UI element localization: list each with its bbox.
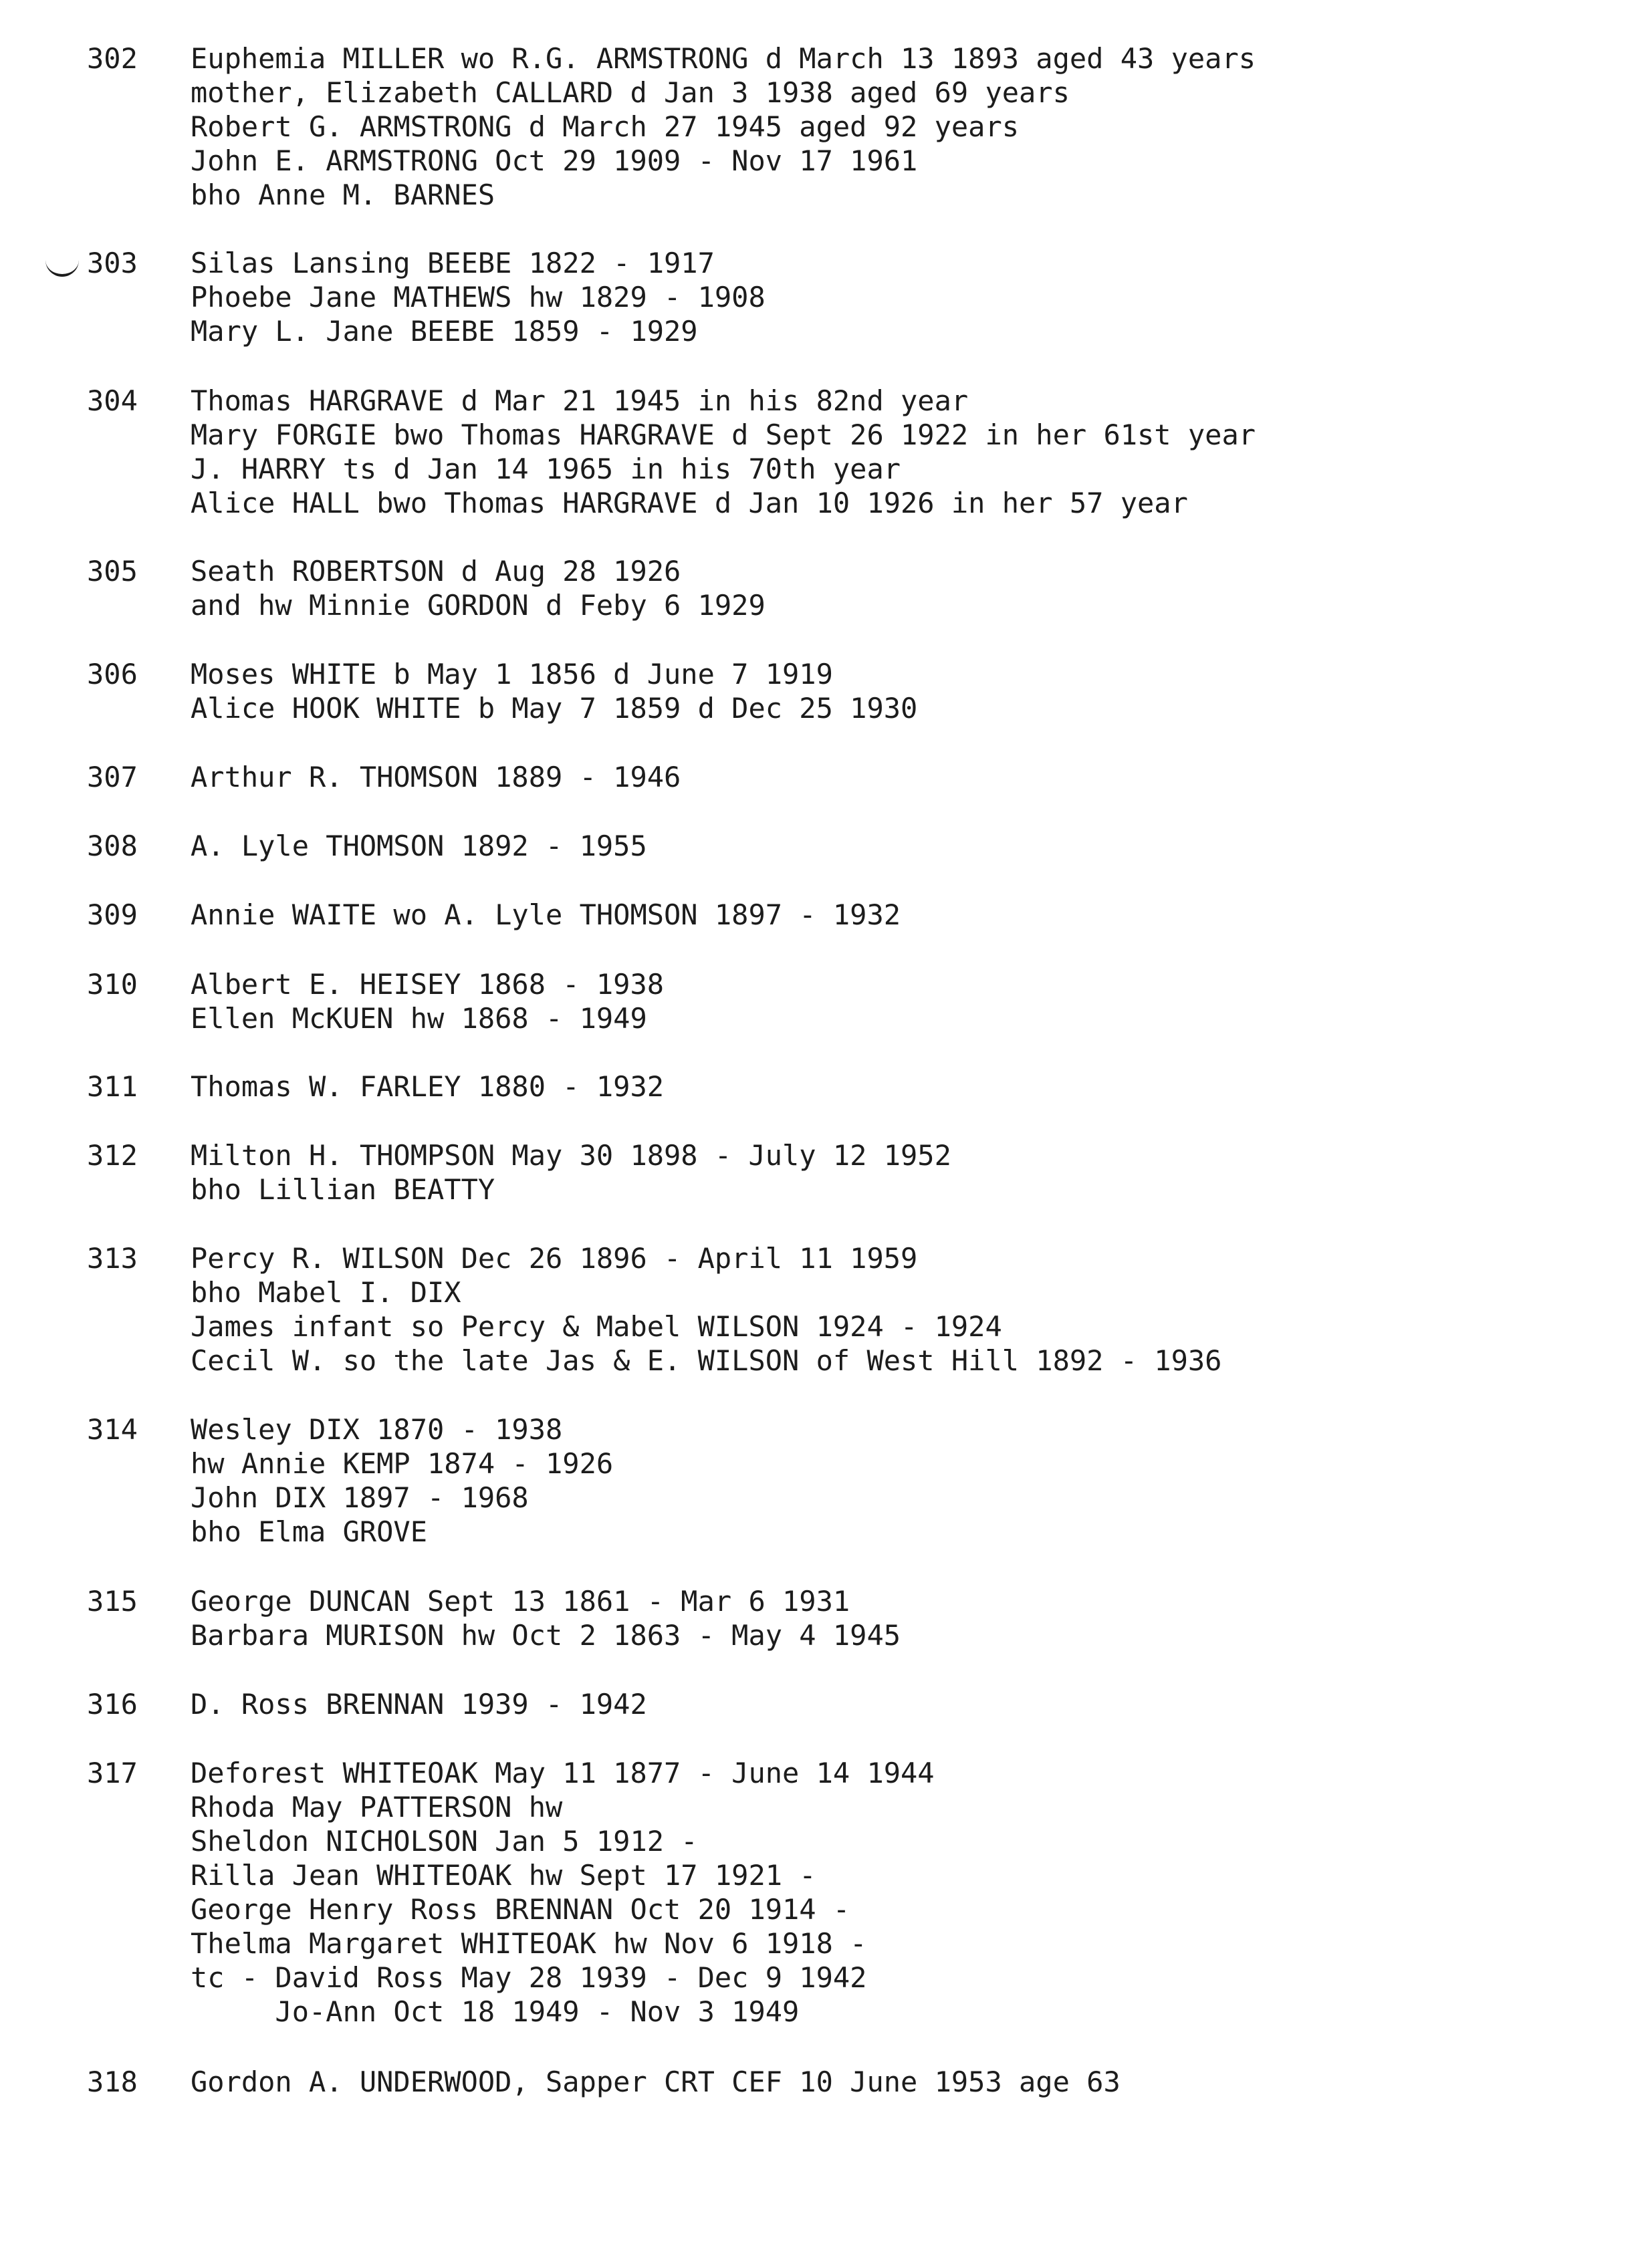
- entry-line: hw Annie KEMP 1874 - 1926: [191, 1447, 614, 1480]
- entry-number: 314: [87, 1413, 138, 1446]
- entry-line: J. HARRY ts d Jan 14 1965 in his 70th year: [191, 453, 901, 485]
- entry-lines: [191, 898, 1595, 932]
- entry-line: Jo-Ann Oct 18 1949 - Nov 3 1949: [191, 1995, 800, 2028]
- entry-line: bho Anne M. BARNES: [191, 178, 495, 211]
- entry-line: Thomas W. FARLEY 1880 - 1932: [191, 1070, 665, 1103]
- entry-lines: [191, 1756, 1595, 2029]
- entry-line: Deforest WHITEOAK May 11 1877 - June 14 1944: [191, 1757, 935, 1789]
- entry-line: Annie WAITE wo A. Lyle THOMSON 1897 - 1932: [191, 898, 901, 931]
- entry-lines: [191, 1069, 1595, 1104]
- entry-number: 311: [87, 1070, 138, 1103]
- margin-mark: [45, 259, 79, 277]
- entry-line: Thomas HARGRAVE d Mar 21 1945 in his 82nd year: [191, 384, 969, 417]
- entry-line: Silas Lansing BEEBE 1822 - 1917: [191, 247, 715, 279]
- entry-number: 313: [87, 1242, 138, 1275]
- entry-lines: [191, 1584, 1595, 1652]
- entry-line: Percy R. WILSON Dec 26 1896 - April 11 1959: [191, 1242, 918, 1275]
- entry-line: Gordon A. UNDERWOOD, Sapper CRT CEF 10 June 1953 age 63: [191, 2065, 1121, 2098]
- entry-line: bho Mabel I. DIX: [191, 1276, 461, 1309]
- entry-lines: [191, 554, 1595, 622]
- entry-line: Alice HOOK WHITE b May 7 1859 d Dec 25 1930: [191, 692, 918, 725]
- entry-line: Ellen McKUEN hw 1868 - 1949: [191, 1002, 647, 1035]
- entry-lines: [191, 1241, 1595, 1378]
- entry-line: Moses WHITE b May 1 1856 d June 7 1919: [191, 658, 833, 690]
- entry-line: A. Lyle THOMSON 1892 - 1955: [191, 830, 647, 862]
- entry-line: Mary L. Jane BEEBE 1859 - 1929: [191, 315, 698, 348]
- entry-line: Arthur R. THOMSON 1889 - 1946: [191, 761, 681, 793]
- entry-number: 303: [87, 247, 138, 279]
- entry-number: 310: [87, 968, 138, 1001]
- entry-lines: [191, 967, 1595, 1035]
- entry-lines: [191, 1412, 1595, 1549]
- entry-line: Thelma Margaret WHITEOAK hw Nov 6 1918 -: [191, 1927, 867, 1960]
- entry-number: 318: [87, 2065, 138, 2098]
- entry-line: John DIX 1897 - 1968: [191, 1481, 529, 1514]
- entry-number: 316: [87, 1688, 138, 1721]
- entry-number: 302: [87, 42, 138, 75]
- entry-line: Wesley DIX 1870 - 1938: [191, 1413, 563, 1446]
- entry-line: George DUNCAN Sept 13 1861 - Mar 6 1931: [191, 1585, 850, 1618]
- entry-line: Euphemia MILLER wo R.G. ARMSTRONG d March 13 1893 aged 43 years: [191, 42, 1256, 75]
- entry-line: Phoebe Jane MATHEWS hw 1829 - 1908: [191, 281, 766, 313]
- entry-line: Mary FORGIE bwo Thomas HARGRAVE d Sept 26 1922 in her 61st year: [191, 418, 1256, 451]
- entry-line: and hw Minnie GORDON d Feby 6 1929: [191, 589, 766, 622]
- entry-line: Robert G. ARMSTRONG d March 27 1945 aged 92 years: [191, 110, 1020, 143]
- entry-line: Rhoda May PATTERSON hw: [191, 1791, 563, 1823]
- entry-line: Barbara MURISON hw Oct 2 1863 - May 4 1945: [191, 1619, 901, 1652]
- entry-line: Milton H. THOMPSON May 30 1898 - July 12 1952: [191, 1139, 951, 1172]
- entry-line: James infant so Percy & Mabel WILSON 1924 - 1924: [191, 1310, 1002, 1343]
- entry-number: 309: [87, 898, 138, 931]
- entry-lines: [191, 1138, 1595, 1207]
- entry-line: mother, Elizabeth CALLARD d Jan 3 1938 aged 69 years: [191, 76, 1070, 109]
- entry-lines: [191, 829, 1595, 863]
- entry-line: bho Lillian BEATTY: [191, 1173, 495, 1206]
- entry-number: 312: [87, 1139, 138, 1172]
- entry-lines: [191, 657, 1595, 725]
- entry-lines: [191, 1687, 1595, 1721]
- entry-line: George Henry Ross BRENNAN Oct 20 1914 -: [191, 1893, 850, 1926]
- entry-lines: [191, 41, 1595, 212]
- entry-line: tc - David Ross May 28 1939 - Dec 9 1942: [191, 1961, 867, 1994]
- entry-lines: [191, 246, 1595, 348]
- entry-line: bho Elma GROVE: [191, 1515, 428, 1548]
- entry-line: Albert E. HEISEY 1868 - 1938: [191, 968, 665, 1001]
- entry-line: Sheldon NICHOLSON Jan 5 1912 -: [191, 1825, 698, 1858]
- entry-line: D. Ross BRENNAN 1939 - 1942: [191, 1688, 647, 1721]
- entry-lines: [191, 2065, 1595, 2099]
- entry-line: Alice HALL bwo Thomas HARGRAVE d Jan 10 1926 in her 57 year: [191, 487, 1188, 519]
- entry-number: 307: [87, 761, 138, 793]
- entry-line: Cecil W. so the late Jas & E. WILSON of West Hill 1892 - 1936: [191, 1344, 1222, 1377]
- entry-line: Rilla Jean WHITEOAK hw Sept 17 1921 -: [191, 1859, 816, 1892]
- entry-number: 317: [87, 1757, 138, 1789]
- entry-number: 306: [87, 658, 138, 690]
- entry-lines: [191, 384, 1595, 520]
- entry-lines: [191, 760, 1595, 794]
- entry-number: 305: [87, 555, 138, 588]
- entry-line: John E. ARMSTRONG Oct 29 1909 - Nov 17 1961: [191, 144, 918, 177]
- entry-number: 315: [87, 1585, 138, 1618]
- entry-line: Seath ROBERTSON d Aug 28 1926: [191, 555, 681, 588]
- entry-number: 304: [87, 384, 138, 417]
- entry-number: 308: [87, 830, 138, 862]
